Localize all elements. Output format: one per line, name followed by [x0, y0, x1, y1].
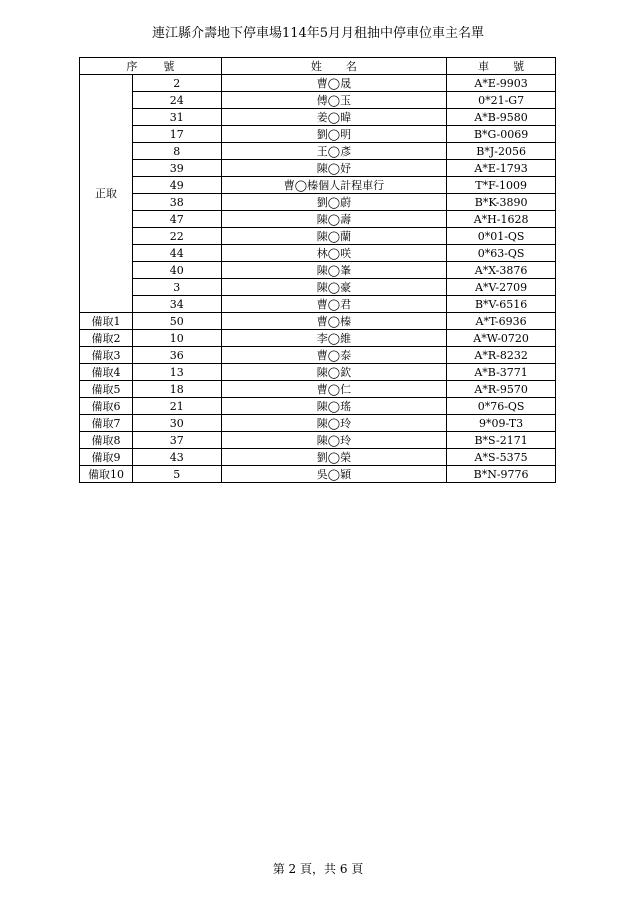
owner-name-cell: 陳◯玲 — [221, 432, 447, 449]
seq-number-cell: 18 — [132, 381, 221, 398]
plate-number-cell: A*R-9570 — [447, 381, 556, 398]
plate-number-cell: A*E-1793 — [447, 160, 556, 177]
owner-name-cell: 曹◯君 — [221, 296, 447, 313]
seq-number-cell: 39 — [132, 160, 221, 177]
seq-number-cell: 30 — [132, 415, 221, 432]
table-row — [80, 381, 556, 398]
seq-number-cell: 17 — [132, 126, 221, 143]
seq-number-cell: 21 — [132, 398, 221, 415]
table-row — [80, 109, 556, 126]
header-plate — [447, 58, 556, 75]
waitlist-label-cell: 備取4 — [80, 364, 133, 381]
waitlist-label-cell: 備取2 — [80, 330, 133, 347]
table-header-row — [80, 58, 556, 75]
table-row — [80, 398, 556, 415]
seq-number-cell: 13 — [132, 364, 221, 381]
group-label-main: 正取 — [80, 75, 133, 313]
page-number-footer: 第 2 頁，共 6 頁 — [272, 862, 364, 876]
seq-number-cell: 8 — [132, 143, 221, 160]
header-name-char-1: 姓 — [310, 59, 322, 73]
table-row — [80, 194, 556, 211]
owner-name-cell: 曹◯榛個人計程車行 — [221, 177, 447, 194]
seq-number-cell: 40 — [132, 262, 221, 279]
table-row — [80, 262, 556, 279]
owner-name-cell: 曹◯泰 — [221, 347, 447, 364]
table-row — [80, 75, 556, 92]
owner-name-cell: 陳◯欽 — [221, 364, 447, 381]
table-row — [80, 296, 556, 313]
plate-number-cell: 0*76-QS — [447, 398, 556, 415]
owner-name-cell: 劉◯榮 — [221, 449, 447, 466]
seq-number-cell: 3 — [132, 279, 221, 296]
waitlist-label-cell: 備取7 — [80, 415, 133, 432]
plate-number-cell: 0*21-G7 — [447, 92, 556, 109]
owner-name-cell: 林◯咲 — [221, 245, 447, 262]
seq-number-cell: 44 — [132, 245, 221, 262]
winners-table — [79, 57, 556, 483]
plate-number-cell: 9*09-T3 — [447, 415, 556, 432]
seq-number-cell: 31 — [132, 109, 221, 126]
owner-name-cell: 傅◯玉 — [221, 92, 447, 109]
owner-name-cell: 陳◯蘭 — [221, 228, 447, 245]
plate-number-cell: B*V-6516 — [447, 296, 556, 313]
header-name-char-2: 名 — [345, 59, 357, 73]
table-row — [80, 211, 556, 228]
owner-name-cell: 曹◯榛 — [221, 313, 447, 330]
owner-name-cell: 陳◯峯 — [221, 262, 447, 279]
plate-number-cell: A*T-6936 — [447, 313, 556, 330]
owner-name-cell: 曹◯仁 — [221, 381, 447, 398]
plate-number-cell: A*H-1628 — [447, 211, 556, 228]
table-row — [80, 347, 556, 364]
table-body — [80, 75, 556, 483]
plate-number-cell: B*G-0069 — [447, 126, 556, 143]
owner-name-cell: 陳◯豪 — [221, 279, 447, 296]
seq-number-cell: 36 — [132, 347, 221, 364]
plate-number-cell: B*J-2056 — [447, 143, 556, 160]
table-row — [80, 126, 556, 143]
table-row — [80, 143, 556, 160]
plate-number-cell: A*R-8232 — [447, 347, 556, 364]
seq-number-cell: 22 — [132, 228, 221, 245]
seq-number-cell: 47 — [132, 211, 221, 228]
waitlist-label-cell: 備取1 — [80, 313, 133, 330]
seq-number-cell: 10 — [132, 330, 221, 347]
waitlist-label-cell: 備取9 — [80, 449, 133, 466]
header-seq — [80, 58, 222, 75]
waitlist-label-cell: 備取6 — [80, 398, 133, 415]
table-row — [80, 364, 556, 381]
plate-number-cell: B*S-2171 — [447, 432, 556, 449]
table-row — [80, 228, 556, 245]
table-row — [80, 330, 556, 347]
owner-name-cell: 陳◯壽 — [221, 211, 447, 228]
owner-name-cell: 王◯彥 — [221, 143, 447, 160]
owner-name-cell: 陳◯瑤 — [221, 398, 447, 415]
owner-name-cell: 吳◯穎 — [221, 466, 447, 483]
header-plate-char-2: 號 — [513, 59, 525, 73]
table-row — [80, 92, 556, 109]
plate-number-cell: A*X-3876 — [447, 262, 556, 279]
seq-number-cell: 50 — [132, 313, 221, 330]
owner-name-cell: 姜◯暐 — [221, 109, 447, 126]
seq-number-cell: 49 — [132, 177, 221, 194]
owner-name-cell: 劉◯蔚 — [221, 194, 447, 211]
header-plate-char-1: 車 — [478, 59, 490, 73]
plate-number-cell: A*W-0720 — [447, 330, 556, 347]
owner-name-cell: 劉◯明 — [221, 126, 447, 143]
waitlist-label-cell: 備取8 — [80, 432, 133, 449]
table-row — [80, 177, 556, 194]
header-name — [221, 58, 447, 75]
waitlist-label-cell: 備取3 — [80, 347, 133, 364]
seq-number-cell: 34 — [132, 296, 221, 313]
owner-name-cell: 李◯維 — [221, 330, 447, 347]
seq-number-cell: 5 — [132, 466, 221, 483]
table-row — [80, 415, 556, 432]
plate-number-cell: A*S-5375 — [447, 449, 556, 466]
plate-number-cell: B*N-9776 — [447, 466, 556, 483]
header-seq-char-2: 號 — [163, 59, 175, 73]
table-row — [80, 245, 556, 262]
waitlist-label-cell: 備取5 — [80, 381, 133, 398]
seq-number-cell: 24 — [132, 92, 221, 109]
seq-number-cell: 43 — [132, 449, 221, 466]
seq-number-cell: 37 — [132, 432, 221, 449]
plate-number-cell: B*K-3890 — [447, 194, 556, 211]
header-seq-char-1: 序 — [126, 59, 138, 73]
owner-name-cell: 曹◯晟 — [221, 75, 447, 92]
waitlist-label-cell: 備取10 — [80, 466, 133, 483]
table-row — [80, 449, 556, 466]
table-row — [80, 466, 556, 483]
table-row — [80, 313, 556, 330]
plate-number-cell: T*F-1009 — [447, 177, 556, 194]
plate-number-cell: A*B-3771 — [447, 364, 556, 381]
document-title: 連江縣介壽地下停車場114年5月月租抽中停車位車主名單 — [151, 26, 485, 41]
table-row — [80, 279, 556, 296]
table-row — [80, 432, 556, 449]
plate-number-cell: A*B-9580 — [447, 109, 556, 126]
owner-name-cell: 陳◯玲 — [221, 415, 447, 432]
seq-number-cell: 38 — [132, 194, 221, 211]
plate-number-cell: 0*01-QS — [447, 228, 556, 245]
plate-number-cell: A*V-2709 — [447, 279, 556, 296]
plate-number-cell: A*E-9903 — [447, 75, 556, 92]
table-row — [80, 160, 556, 177]
plate-number-cell: 0*63-QS — [447, 245, 556, 262]
owner-name-cell: 陳◯妤 — [221, 160, 447, 177]
seq-number-cell: 2 — [132, 75, 221, 92]
